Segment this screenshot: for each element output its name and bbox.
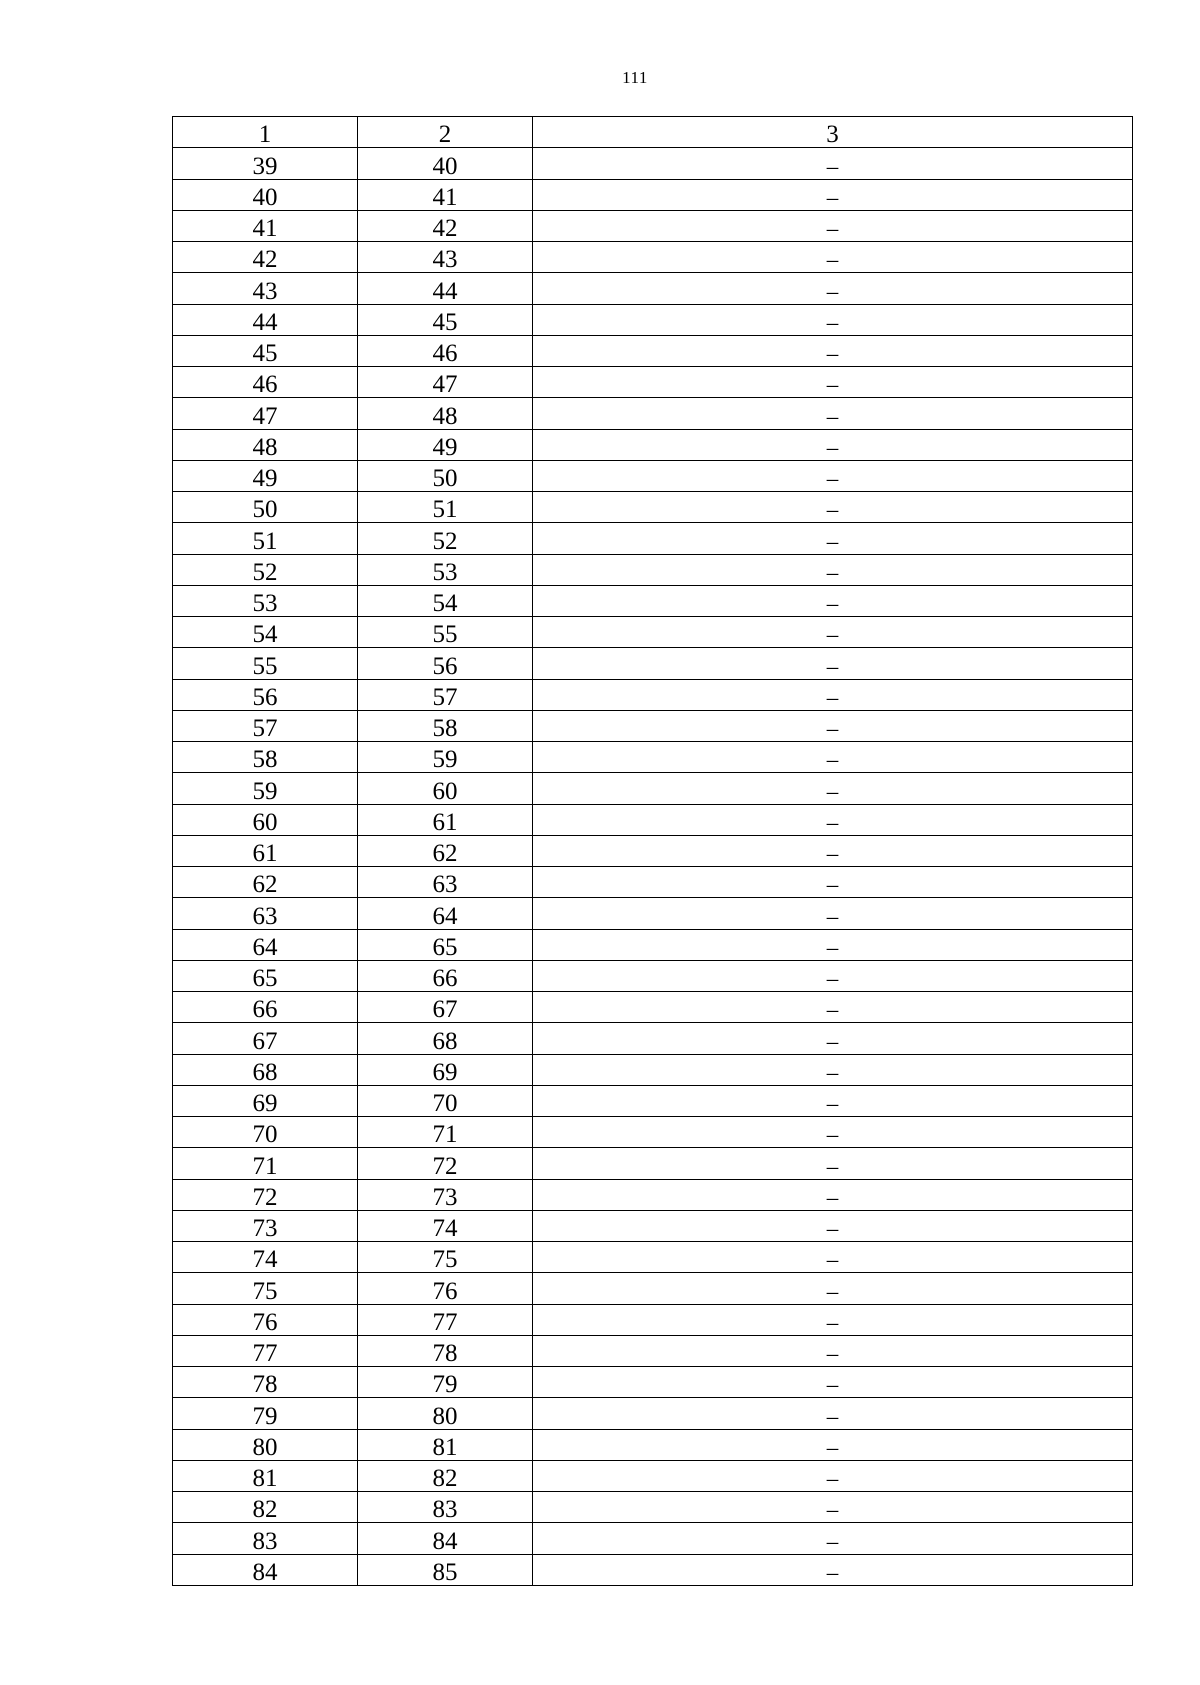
table-cell-col-2: 58: [358, 710, 533, 741]
table-cell-col-2: 76: [358, 1273, 533, 1304]
table-cell-col-3: –: [533, 367, 1133, 398]
table-row: [173, 804, 1133, 835]
table-cell-col-1: 78: [173, 1367, 358, 1398]
table-cell-col-3: –: [533, 1304, 1133, 1335]
table-cell-col-1: 71: [173, 1148, 358, 1179]
table-cell-col-1: 67: [173, 1023, 358, 1054]
table-cell-col-3: –: [533, 742, 1133, 773]
table-cell-col-2: 41: [358, 179, 533, 210]
table-row: [173, 242, 1133, 273]
table-cell-col-3: –: [533, 1492, 1133, 1523]
table-cell-col-3: –: [533, 398, 1133, 429]
table-cell-col-3: –: [533, 1335, 1133, 1366]
table-row: [173, 1085, 1133, 1116]
table-cell-col-3: –: [533, 1367, 1133, 1398]
table-row: [173, 1523, 1133, 1554]
table-cell-col-2: 72: [358, 1148, 533, 1179]
table-cell-col-2: 79: [358, 1367, 533, 1398]
table-cell-col-2: 42: [358, 210, 533, 241]
table-cell-col-2: 74: [358, 1210, 533, 1241]
table-cell-col-1: 70: [173, 1117, 358, 1148]
table-cell-col-1: 57: [173, 710, 358, 741]
table-row: [173, 648, 1133, 679]
table-row: [173, 1210, 1133, 1241]
table-row: [173, 929, 1133, 960]
table-cell-col-2: 81: [358, 1429, 533, 1460]
table-row: [173, 1398, 1133, 1429]
table-cell-col-1: 54: [173, 617, 358, 648]
table-row: [173, 1179, 1133, 1210]
table-row: [173, 867, 1133, 898]
table-row: [173, 429, 1133, 460]
table-cell-col-2: 83: [358, 1492, 533, 1523]
table-row: [173, 367, 1133, 398]
table-cell-col-3: –: [533, 679, 1133, 710]
table-cell-col-3: –: [533, 335, 1133, 366]
table-row: [173, 554, 1133, 585]
table-cell-col-2: 70: [358, 1085, 533, 1116]
table-cell-col-3: –: [533, 1523, 1133, 1554]
table-cell-col-2: 67: [358, 992, 533, 1023]
table-cell-col-2: 49: [358, 429, 533, 460]
table-cell-col-1: 55: [173, 648, 358, 679]
table-cell-col-2: 51: [358, 492, 533, 523]
table-cell-col-1: 59: [173, 773, 358, 804]
table-cell-col-3: –: [533, 804, 1133, 835]
table-row: [173, 335, 1133, 366]
table-row: [173, 179, 1133, 210]
table-row: [173, 773, 1133, 804]
table-row: [173, 617, 1133, 648]
table-cell-col-2: 53: [358, 554, 533, 585]
table-row: [173, 898, 1133, 929]
table-row: [173, 304, 1133, 335]
table-row: [173, 1023, 1133, 1054]
table-cell-col-2: 60: [358, 773, 533, 804]
table-cell-col-2: 75: [358, 1242, 533, 1273]
table-cell-col-3: –: [533, 867, 1133, 898]
table-cell-col-3: –: [533, 1117, 1133, 1148]
table-cell-col-3: –: [533, 992, 1133, 1023]
table-cell-col-3: –: [533, 648, 1133, 679]
table-cell-col-3: –: [533, 179, 1133, 210]
table-cell-col-1: 51: [173, 523, 358, 554]
table-cell-col-1: 41: [173, 210, 358, 241]
table-cell-col-1: 68: [173, 1054, 358, 1085]
table-cell-col-2: 43: [358, 242, 533, 273]
header-row: [173, 117, 1133, 148]
table-cell-col-1: 46: [173, 367, 358, 398]
table-cell-col-1: 72: [173, 1179, 358, 1210]
table-cell-col-2: 65: [358, 929, 533, 960]
table-cell-col-3: –: [533, 1429, 1133, 1460]
table-cell-col-1: 45: [173, 335, 358, 366]
table-cell-col-3: –: [533, 1273, 1133, 1304]
table-cell-col-1: 48: [173, 429, 358, 460]
table-row: [173, 1335, 1133, 1366]
table-cell-col-1: 53: [173, 585, 358, 616]
table-cell-col-1: 61: [173, 835, 358, 866]
table-row: [173, 273, 1133, 304]
table-cell-col-2: 82: [358, 1460, 533, 1491]
table-row: [173, 1054, 1133, 1085]
table-cell-col-3: –: [533, 929, 1133, 960]
table-cell-col-1: 44: [173, 304, 358, 335]
table-row: [173, 992, 1133, 1023]
table-cell-col-1: 47: [173, 398, 358, 429]
table-cell-col-2: 40: [358, 148, 533, 179]
table-row: [173, 960, 1133, 991]
table-cell-col-1: 65: [173, 960, 358, 991]
table-cell-col-3: –: [533, 148, 1133, 179]
table-cell-col-1: 74: [173, 1242, 358, 1273]
table-row: [173, 679, 1133, 710]
header-cell-2: 2: [358, 117, 533, 148]
table-cell-col-3: –: [533, 554, 1133, 585]
table-row: [173, 148, 1133, 179]
table-cell-col-2: 59: [358, 742, 533, 773]
table-cell-col-1: 84: [173, 1554, 358, 1585]
table-cell-col-2: 85: [358, 1554, 533, 1585]
table-row: [173, 1554, 1133, 1585]
table-cell-col-2: 69: [358, 1054, 533, 1085]
table-cell-col-1: 76: [173, 1304, 358, 1335]
table-cell-col-1: 49: [173, 460, 358, 491]
table-row: [173, 710, 1133, 741]
table-cell-col-3: –: [533, 1398, 1133, 1429]
table-cell-col-1: 62: [173, 867, 358, 898]
table-row: [173, 460, 1133, 491]
table-cell-col-2: 55: [358, 617, 533, 648]
table-cell-col-1: 56: [173, 679, 358, 710]
table-cell-col-3: –: [533, 835, 1133, 866]
table-row: [173, 1367, 1133, 1398]
table-cell-col-1: 66: [173, 992, 358, 1023]
table-cell-col-1: 75: [173, 1273, 358, 1304]
table-row: [173, 1460, 1133, 1491]
table-cell-col-3: –: [533, 1023, 1133, 1054]
table-cell-col-1: 58: [173, 742, 358, 773]
table-cell-col-2: 62: [358, 835, 533, 866]
table-cell-col-1: 52: [173, 554, 358, 585]
table-cell-col-1: 80: [173, 1429, 358, 1460]
table-cell-col-2: 46: [358, 335, 533, 366]
table-cell-col-1: 43: [173, 273, 358, 304]
table-cell-col-3: –: [533, 1210, 1133, 1241]
table-row: [173, 1273, 1133, 1304]
table-cell-col-1: 63: [173, 898, 358, 929]
table-cell-col-1: 83: [173, 1523, 358, 1554]
table-cell-col-1: 60: [173, 804, 358, 835]
table-cell-col-3: –: [533, 617, 1133, 648]
table-row: [173, 585, 1133, 616]
table-cell-col-3: –: [533, 304, 1133, 335]
table-cell-col-3: –: [533, 492, 1133, 523]
page-number: 111: [622, 68, 648, 87]
table-cell-col-3: –: [533, 1554, 1133, 1585]
table-cell-col-3: –: [533, 773, 1133, 804]
table-cell-col-1: 82: [173, 1492, 358, 1523]
table-cell-col-3: –: [533, 429, 1133, 460]
table-row: [173, 398, 1133, 429]
table-row: [173, 523, 1133, 554]
table-cell-col-3: –: [533, 1460, 1133, 1491]
table-row: [173, 1242, 1133, 1273]
table-row: [173, 1117, 1133, 1148]
table-cell-col-1: 42: [173, 242, 358, 273]
table-cell-col-2: 47: [358, 367, 533, 398]
table-cell-col-1: 64: [173, 929, 358, 960]
table-cell-col-2: 48: [358, 398, 533, 429]
table-cell-col-2: 66: [358, 960, 533, 991]
table-cell-col-3: –: [533, 1085, 1133, 1116]
table-cell-col-1: 40: [173, 179, 358, 210]
table-cell-col-2: 84: [358, 1523, 533, 1554]
table-cell-col-2: 50: [358, 460, 533, 491]
table-cell-col-3: –: [533, 585, 1133, 616]
table-cell-col-2: 71: [358, 1117, 533, 1148]
table-cell-col-3: –: [533, 273, 1133, 304]
table-cell-col-3: –: [533, 960, 1133, 991]
table-cell-col-2: 77: [358, 1304, 533, 1335]
table-cell-col-3: –: [533, 1148, 1133, 1179]
table-cell-col-1: 79: [173, 1398, 358, 1429]
table-cell-col-3: –: [533, 210, 1133, 241]
table-cell-col-2: 64: [358, 898, 533, 929]
table-cell-col-2: 57: [358, 679, 533, 710]
table-cell-col-3: –: [533, 523, 1133, 554]
table-cell-col-3: –: [533, 1242, 1133, 1273]
table-row: [173, 210, 1133, 241]
table-cell-col-2: 54: [358, 585, 533, 616]
table-cell-col-2: 45: [358, 304, 533, 335]
table-row: [173, 742, 1133, 773]
table-cell-col-3: –: [533, 460, 1133, 491]
table-cell-col-1: 50: [173, 492, 358, 523]
table-cell-col-1: 77: [173, 1335, 358, 1366]
header-cell-1: 1: [173, 117, 358, 148]
table-cell-col-3: –: [533, 710, 1133, 741]
table-body: [173, 117, 1133, 1586]
table-cell-col-2: 61: [358, 804, 533, 835]
table-cell-col-1: 69: [173, 1085, 358, 1116]
table-cell-col-3: –: [533, 242, 1133, 273]
table-cell-col-3: –: [533, 1054, 1133, 1085]
table-cell-col-3: –: [533, 1179, 1133, 1210]
table-cell-col-3: –: [533, 898, 1133, 929]
table-row: [173, 1304, 1133, 1335]
table-cell-col-1: 81: [173, 1460, 358, 1491]
header-cell-3: 3: [533, 117, 1133, 148]
table-cell-col-2: 52: [358, 523, 533, 554]
table-row: [173, 835, 1133, 866]
table-row: [173, 1148, 1133, 1179]
table-cell-col-2: 80: [358, 1398, 533, 1429]
table-row: [173, 1429, 1133, 1460]
data-table: [172, 116, 1133, 1586]
table-cell-col-1: 73: [173, 1210, 358, 1241]
table-cell-col-1: 39: [173, 148, 358, 179]
table-cell-col-2: 68: [358, 1023, 533, 1054]
table-cell-col-2: 63: [358, 867, 533, 898]
table-row: [173, 492, 1133, 523]
table-cell-col-2: 44: [358, 273, 533, 304]
table-cell-col-2: 73: [358, 1179, 533, 1210]
table-cell-col-2: 78: [358, 1335, 533, 1366]
table-cell-col-2: 56: [358, 648, 533, 679]
table-row: [173, 1492, 1133, 1523]
